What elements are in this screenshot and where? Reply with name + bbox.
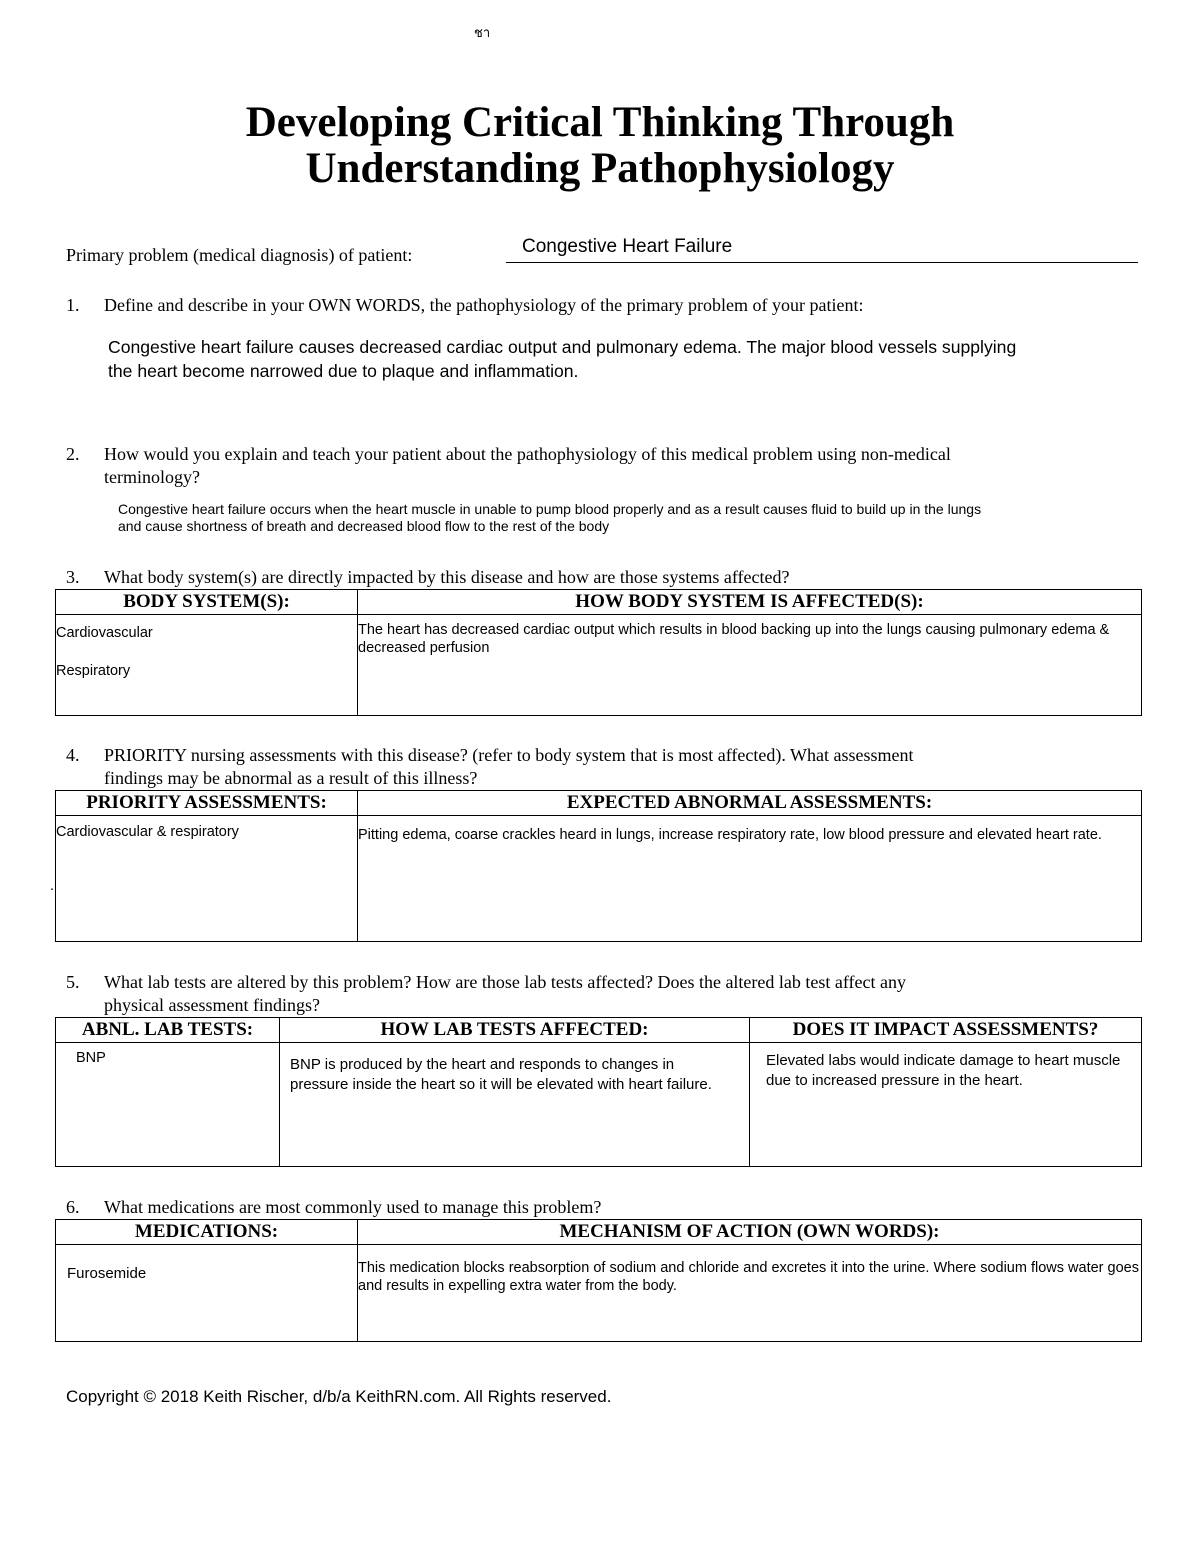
question-1-text: Define and describe in your OWN WORDS, the pathophysiology of the primary problem of your patient: (104, 295, 864, 315)
answer-2-line-2: and cause shortness of breath and decreased blood flow to the rest of the body (118, 518, 610, 534)
header-medications: MEDICATIONS: (56, 1220, 358, 1245)
question-4-text-line-1: PRIORITY nursing assessments with this disease? (refer to body system that is most affected). What assessment (104, 745, 914, 765)
lab-tests-table (55, 1017, 1142, 1167)
page-title (0, 100, 1200, 193)
mechanism-cell[interactable] (358, 1245, 1142, 1342)
primary-problem-underline (506, 262, 1138, 263)
answer-1-line-1: Congestive heart failure causes decreased cardiac output and pulmonary edema. The major blood vessels supplying (108, 337, 1017, 357)
lab-test-item: BNP (76, 1050, 106, 1066)
how-affected-text: The heart has decreased cardiac output which results in blood backing up into the lungs causing pulmonary edema & decreased perfusion (358, 622, 1110, 656)
question-4 (66, 744, 1166, 792)
medications-table (55, 1219, 1142, 1342)
question-2 (66, 443, 1166, 491)
header-priority-assessments: PRIORITY ASSESSMENTS: (56, 791, 358, 816)
header-expected-abnormal: EXPECTED ABNORMAL ASSESSMENTS: (358, 791, 1142, 816)
priority-assessments-table (50, 790, 1142, 942)
how-lab-affected-text: BNP is produced by the heart and responds to changes in pressure inside the heart so it will be elevated with heart failure. (290, 1056, 712, 1093)
question-3-text: What body system(s) are directly impacted by this disease and how are those systems affected? (104, 567, 790, 587)
question-5 (66, 971, 1166, 1019)
priority-assessments-cell[interactable] (50, 816, 358, 942)
body-system-item: Cardiovascular (56, 625, 153, 641)
question-5-text-line-1: What lab tests are altered by this problem? How are those lab tests affected? Does the altered lab test affect any (104, 972, 907, 992)
title-line-1: Developing Critical Thinking Through (245, 99, 955, 146)
answer-2[interactable] (118, 501, 1188, 535)
body-system-item: Respiratory (56, 663, 131, 679)
primary-problem-label: Primary problem (medical diagnosis) of patient: (66, 245, 413, 265)
body-systems-cell[interactable] (56, 615, 358, 716)
copyright-notice: Copyright © 2018 Keith Rischer, d/b/a KeithRN.com. All Rights reserved. (66, 1387, 612, 1406)
mechanism-text: This medication blocks reabsorption of sodium and chloride and excretes it into the urine. Where sodium flows water goes and results in expelling extra water from the body. (358, 1260, 1139, 1294)
primary-problem-row (66, 236, 1138, 266)
page-mark: ชา (474, 25, 491, 40)
priority-assessment-item: Cardiovascular & respiratory (56, 824, 239, 840)
question-5-text (104, 971, 1164, 1017)
question-5-number: 5. (66, 972, 80, 992)
answer-1-line-2: the heart become narrowed due to plaque and inflammation. (108, 361, 579, 381)
title-line-2: Understanding Pathophysiology (305, 145, 895, 193)
question-2-text-line-1: How would you explain and teach your patient about the pathophysiology of this medical problem using non-medical (104, 444, 951, 464)
expected-abnormal-cell[interactable] (358, 816, 1142, 942)
header-how-lab-tests-affected: HOW LAB TESTS AFFECTED: (280, 1018, 750, 1043)
question-3-number: 3. (66, 567, 80, 587)
question-4-number: 4. (66, 745, 80, 765)
header-abnl-lab-tests: ABNL. LAB TESTS: (56, 1018, 280, 1043)
question-6-text: What medications are most commonly used to manage this problem? (104, 1197, 602, 1217)
primary-problem-field[interactable]: Congestive Heart Failure (522, 236, 733, 257)
stray-dot: . (50, 878, 55, 894)
question-6 (66, 1196, 1146, 1220)
medications-cell[interactable] (56, 1245, 358, 1342)
body-systems-table (55, 589, 1142, 716)
question-3 (66, 566, 1146, 590)
header-impact-assessments: DOES IT IMPACT ASSESSMENTS? (750, 1018, 1142, 1043)
question-2-number: 2. (66, 444, 80, 464)
impact-assessments-text: Elevated labs would indicate damage to heart muscle due to increased pressure in the heart. (766, 1052, 1121, 1089)
expected-abnormal-text: Pitting edema, coarse crackles heard in lungs, increase respiratory rate, low blood pressure and elevated heart rate. (358, 827, 1102, 843)
answer-2-line-1: Congestive heart failure occurs when the heart muscle in unable to pump blood properly and as a result causes fluid to build up in the lungs (118, 501, 982, 517)
impact-assessments-cell[interactable] (750, 1043, 1142, 1167)
header-mechanism-of-action: MECHANISM OF ACTION (OWN WORDS): (358, 1220, 1142, 1245)
answer-1[interactable] (108, 335, 1193, 383)
question-6-number: 6. (66, 1197, 80, 1217)
question-1 (66, 294, 1146, 318)
question-2-text (104, 443, 1164, 489)
medication-item: Furosemide (67, 1265, 147, 1282)
question-2-text-line-2: terminology? (104, 467, 200, 487)
how-lab-affected-cell[interactable] (280, 1043, 750, 1167)
header-body-systems: BODY SYSTEM(S): (56, 590, 358, 615)
header-how-affected: HOW BODY SYSTEM IS AFFECTED(S): (358, 590, 1142, 615)
question-4-text-line-2: findings may be abnormal as a result of this illness? (104, 768, 478, 788)
lab-test-cell[interactable] (56, 1043, 280, 1167)
question-4-text (104, 744, 1164, 790)
question-1-number: 1. (66, 295, 80, 315)
how-affected-cell[interactable] (358, 615, 1142, 716)
question-5-text-line-2: physical assessment findings? (104, 995, 320, 1015)
